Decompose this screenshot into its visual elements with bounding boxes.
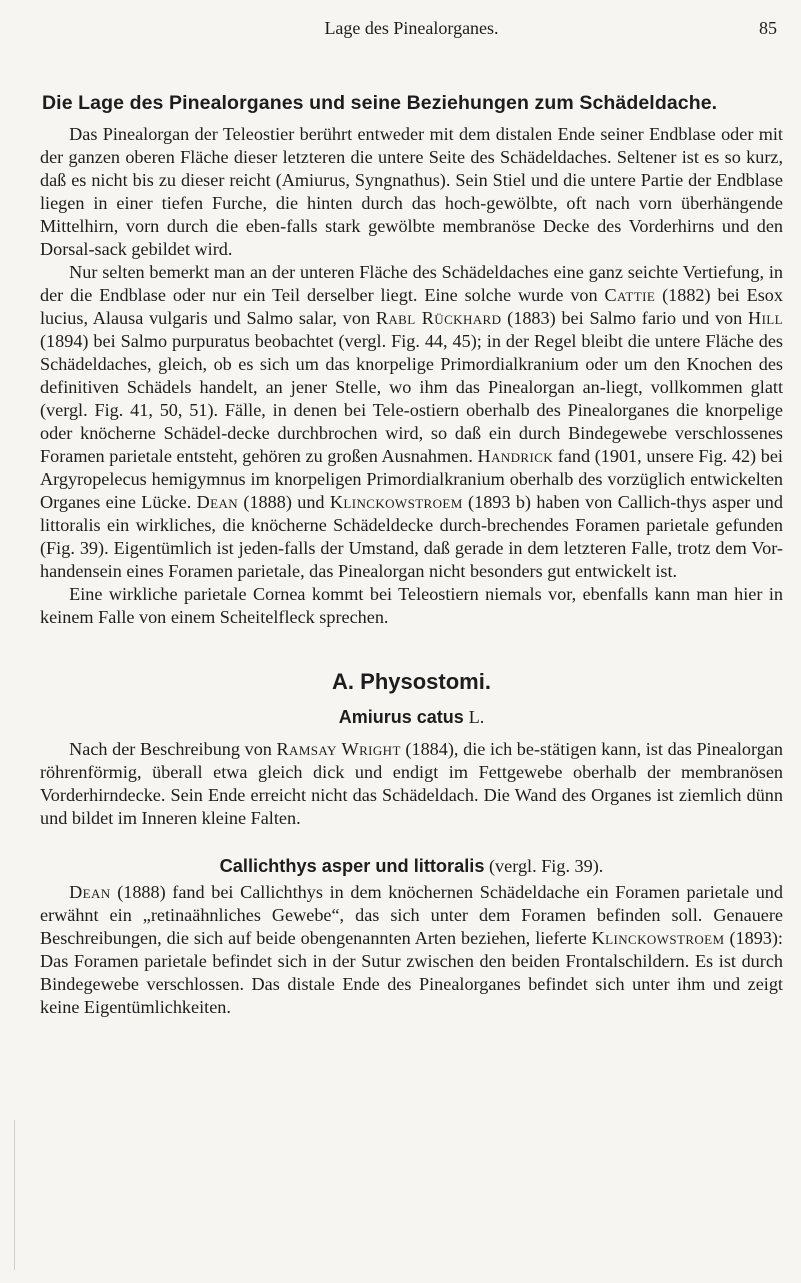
paragraph-1: Das Pinealorgan der Teleostier berührt entweder mit dem distalen Ende seiner Endblase oder mit der ganzen oberen Fläche dieser letzteren die untere Seite des Schädeldaches. Seltener ist es so kurz, daß es nicht bis zu dieser reicht (Amiurus, Syngnathus). Sein Stiel und die untere Partie der Endblase liegen in einer tiefen Furche, die hinten durch das hoch-gewölbte, oft nach vorn überhängende Mittelhirn, vorn durch die eben-falls stark gewölbte membranöse Decke des Vorderhirns und den Dorsal-sack gebildet wird.	[40, 124, 783, 259]
subsection-heading: A. Physostomi.	[332, 669, 491, 694]
section-heading: Die Lage des Pinealorganes und seine Beziehungen zum Schädeldache.	[42, 92, 718, 114]
paragraph-callichthys: Dean (1888) fand bei Callichthys in dem knöchernen Schädeldache ein Foramen parietale und erwähnt ein „retinaähnliches Gewebe“, das sich unter dem Foramen befinden soll. Genauere Beschreibungen, die sich auf beide obengenannten Arten beziehen, lieferte Klinckowstroem (1893): Das Foramen parietale befindet sich in der Sutur zwischen den beiden Frontalschildern. Es ist durch Bindegewebe verschlossen. Das distale Ende des Pinealorganes befindet sich unter ihm und zeigt keine Eigentümlichkeiten.	[40, 882, 783, 1017]
paragraph-amiurus: Nach der Beschreibung von Ramsay Wright (1884), die ich be-stätigen kann, ist das Pinealorgan röhrenförmig, überall etwa gleich dick und endigt im Fettgewebe oberhalb der membranösen Vorderhirndecke. Sein Ende erreicht nicht das Schädeldach. Die Wand des Organes ist ziemlich dünn und bildet im Inneren kleine Falten.	[40, 739, 783, 828]
page-number: 85	[759, 18, 777, 38]
author-dean: Dean	[69, 882, 111, 902]
paragraph-2: Nur selten bemerkt man an der unteren Fläche des Schädeldaches eine ganz seichte Vertiefung, in der die Endblase oder nur ein Teil derselber liegt. Eine solche wurde von Cattie (1882) bei Esox lucius, Alausa vulgaris und Salmo salar, von Rabl Rückhard (1883) bei Salmo fario und von Hill (1894) bei Salmo purpuratus beobachtet (vergl. Fig. 44, 45); in der Regel bleibt die untere Fläche des Schädeldaches, gleich, ob es sich um das knorpelige Primordialkranium oder um den Knochen des definitiven Schädels handelt, an jener Stelle, wo ihm das Pinealorgan an-liegt, vollkommen glatt (vergl. Fig. 41, 50, 51). Fälle, in denen bei Tele-ostiern oberhalb des Pinealorganes die knorpelige oder knöcherne Schädel-decke durchbrochen wird, so daß ein durch Bindegewebe verschlossenes Foramen parietale entsteht, gehören zu großen Ausnahmen. Handrick fand (1901, unsere Fig. 42) bei Argyropelecus hemigymnus im knorpeligen Primordialkranium oberhalb des vorzüglich entwickelten Organes eine Lücke. Dean (1888) und Klinckowstroem (1893 b) haben von Callich-thys asper und littoralis ein wirkliches, die knöcherne Schädeldecke durch-brechendes Foramen parietale gefunden (Fig. 39). Eigentümlich ist jeden-falls der Umstand, daß gerade in dem letzteren Falle, trotz dem Vor-handensein eines Foramen parietale, das Pinealorgan nicht besonders gut entwickelt ist.	[40, 262, 783, 581]
author-cattie: Cattie	[604, 285, 656, 305]
author-hill: Hill	[748, 308, 783, 328]
species-heading-callichthys: Callichthys asper und littoralis (vergl. Fig. 39).	[219, 856, 604, 876]
author-rabl-rueckhard: Rabl Rückhard	[375, 308, 502, 328]
author-dean: Dean	[196, 492, 239, 512]
author-handrick: Handrick	[477, 446, 554, 466]
page-edge-line	[14, 1120, 15, 1270]
species-heading-amiurus: Amiurus catus L.	[338, 707, 485, 727]
author-ramsay-wright: Ramsay Wright	[276, 739, 401, 759]
paragraph-3: Eine wirkliche parietale Cornea kommt bei Teleostiern niemals vor, ebenfalls kann man hier in keinem Falle von einem Scheitelfleck sprechen.	[40, 584, 783, 627]
running-header	[40, 18, 783, 48]
book-page	[40, 18, 783, 1019]
author-klinckowstroem: Klinckowstroem	[329, 492, 463, 512]
running-title: Lage des Pinealorganes.	[324, 18, 499, 38]
author-klinckowstroem: Klinckowstroem	[591, 928, 725, 948]
